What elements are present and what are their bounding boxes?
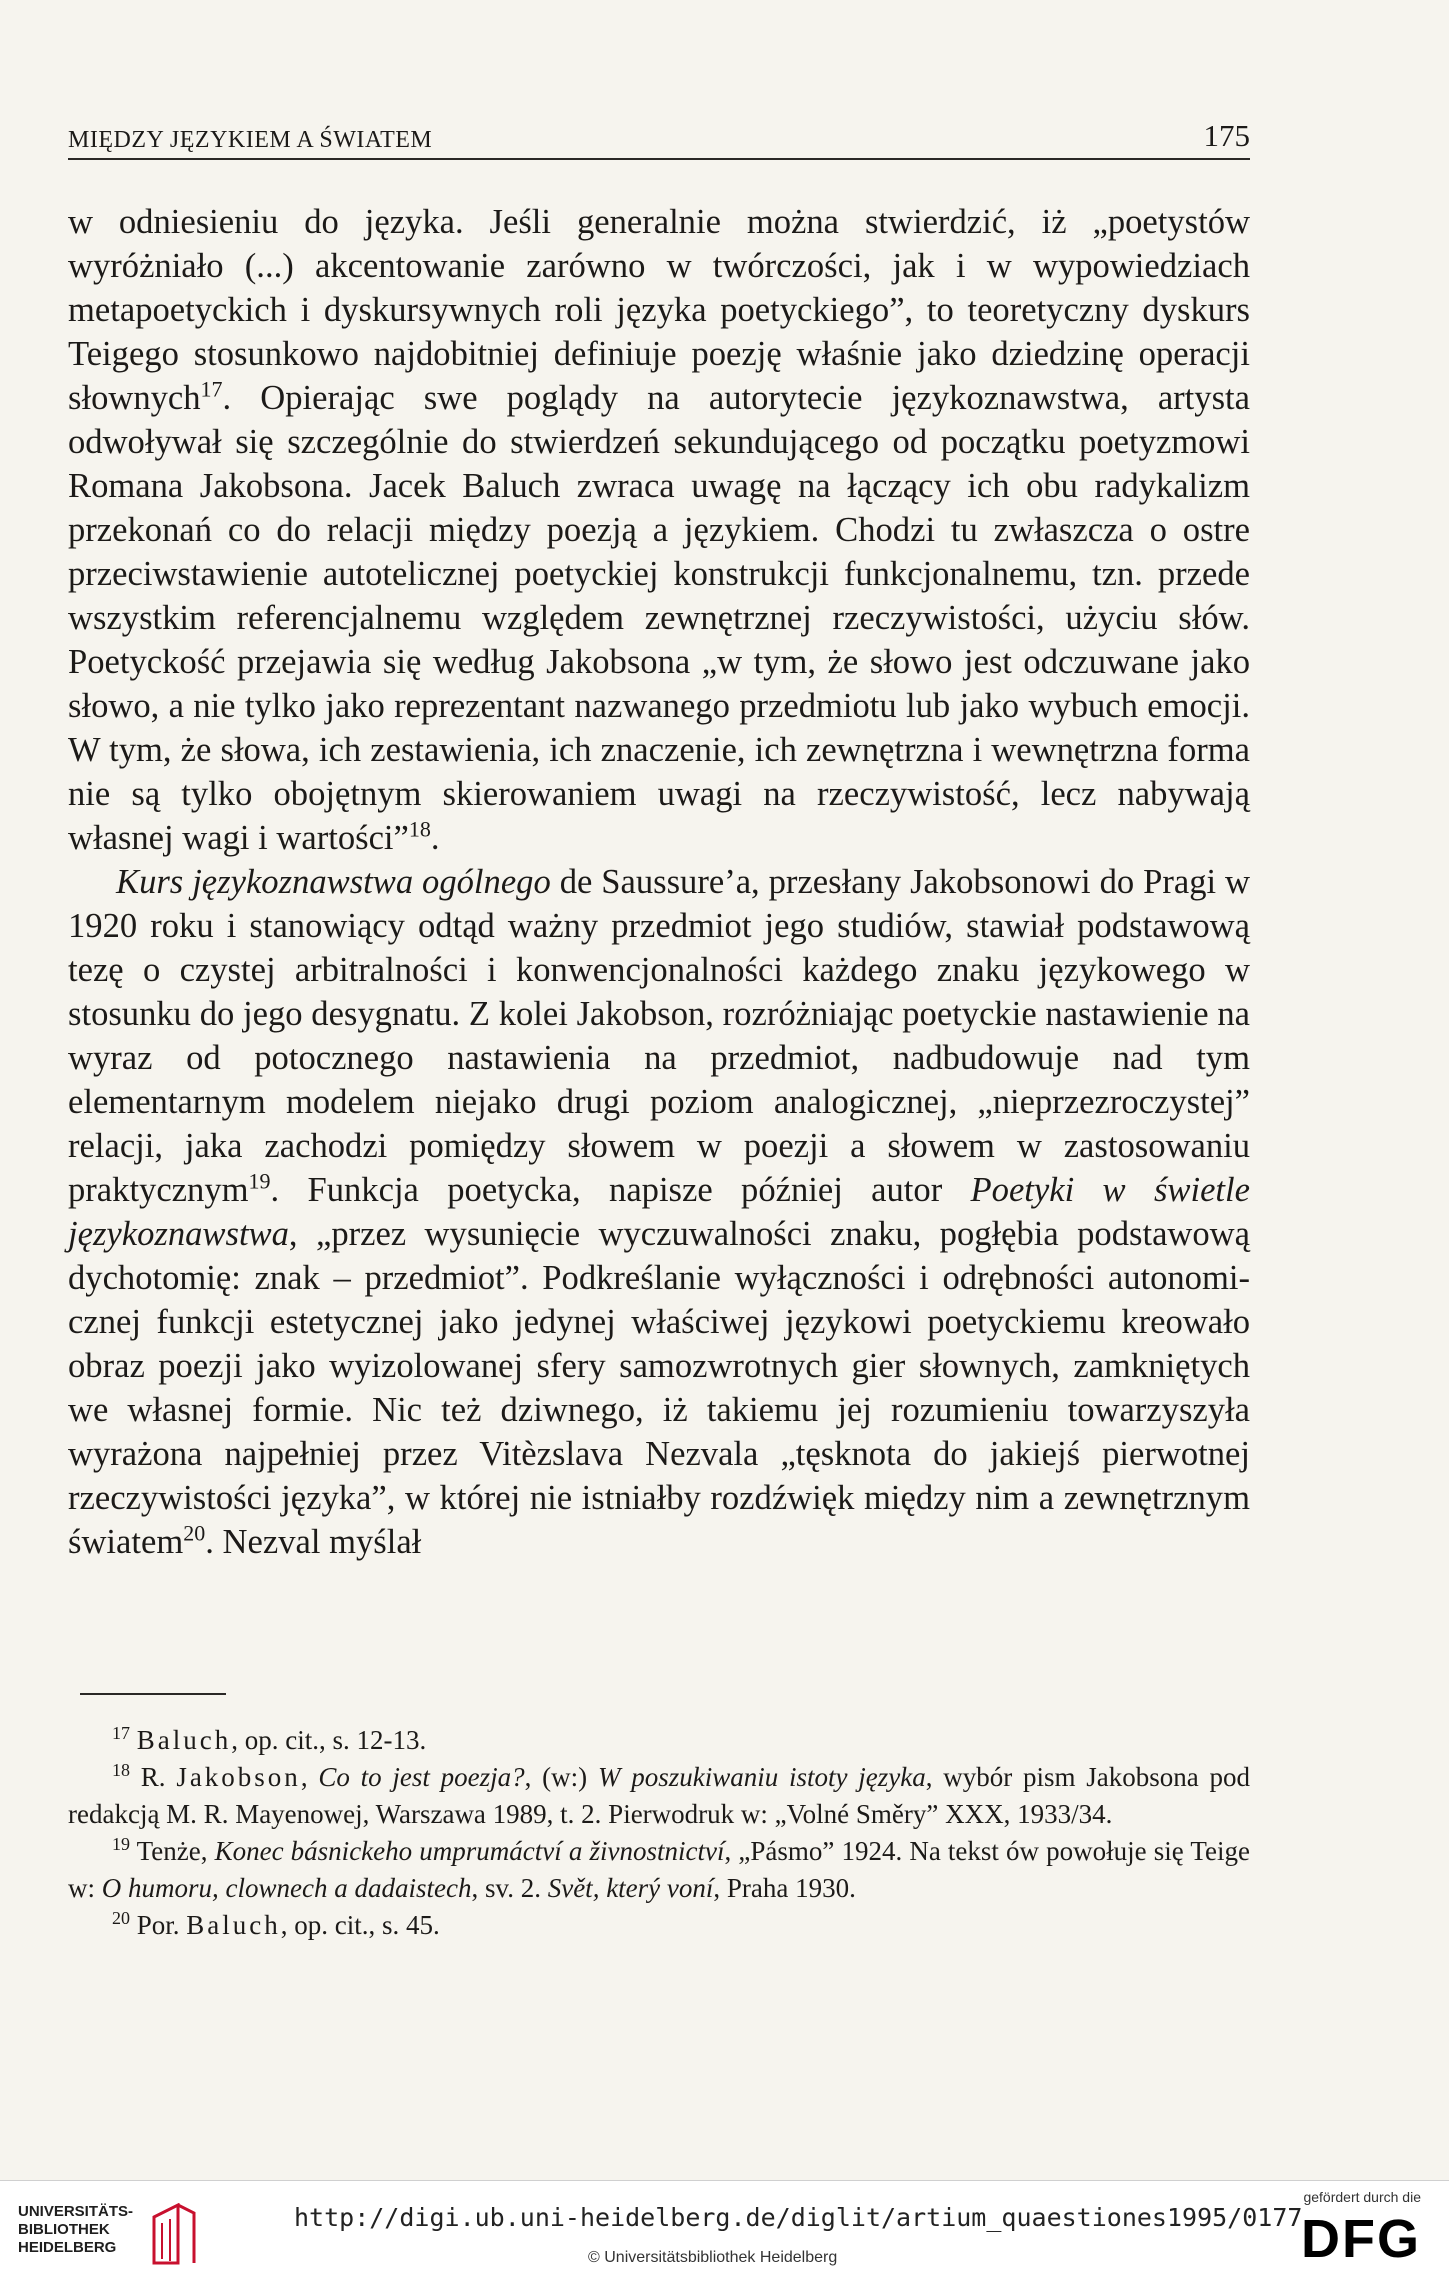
permalink-url[interactable]: http://digi.ub.uni-heidelberg.de/diglit/artium_quaestiones1995/0177 [294,2203,1303,2232]
digitization-footer [0,2180,1449,2284]
footnote-ref-20: 20 [183,1520,206,1546]
paragraph-1: w odniesieniu do języka. Jeśli generalnie można stwierdzić, iż „poetystów wyróżniało (...) akcentowanie zarówno w twórczości, jak i w wypowiedziach metapoetyckich i dyskursywnych roli języka poetyckiego”, to teoretyczny dyskurs Teigego stosunkowo najdobitniej definiuje poezję właśnie jako dziedzinę operacji słownych$^{17}$. Opierając swe poglądy na autorytecie językoznawstwa, artysta odwoływał się szczególnie do stwierdzeń sekundującego od początku poetyzmowi Romana Jakobsona. Jacek Baluch zwraca uwagę na łączący ich obu radykalizm przekonań co do relacji między poezją a językiem. Chodzi tu zwłaszcza o ostre przeciwstawienie autotelicznej poetyckiej konstrukcji funkcjonalnemu, tzn. przede wszystkim referencjalnemu względem zewnętrznej rzeczywistości, użyciu słów. Poetyckość przejawia się według Jakobsona „w tym, że słowo jest odczuwane jako słowo, a nie tylko jako reprezentant nazwanego przedmiotu lub jako wybuch emocji. W tym, że słowa, ich zestawienia, ich znaczenie, ich zewnętrzna i wewnętrzna forma nie są tylko obojętnym skierowaniem uwagi na rzeczywistość, lecz nabywają własnej wagi i wartości”$^{18}$. [68,203,1250,857]
paragraph-2: Kurs językoznawstwa ogólnego de Saussure’a, przesłany Jakobsonowi do Pragi w 1920 roku i stanowiący odtąd ważny przedmiot jego studiów, stawiał podstawową tezę o czystej arbitralności i konwencjonalności każdego znaku językowego w stosunku do jego desygnatu. Z kolei Jakobson, rozróżniając poetyckie nastawienie na wyraz od potocznego nastawienia na przedmiot, nadbudowuje nad tym elementarnym modelem niejako drugi poziom analogicznej, „nieprzezroczystej” relacji, jaka zachodzi pomiędzy słowem w poezji a słowem w zastosowaniu praktycznym$^{19}$. Funkcja poetycka, napisze później autor Poetyki w świetle językoznawstwa, „przez wysunięcie wyczuwalności znaku, pogłębia podstawową dychotomię: znak – przedmiot”. Podkreślanie wyłączności i odrębności autonomicznej funkcji estetycznej jako jedynej właściwej językowi poetyckiemu kreowało obraz poezji jako wyizolowanej sfery samozwrotnych gier słownych, zamkniętych we własnej formie. Nic też dziwnego, iż takiemu jej rozumieniu towarzyszyła wyrażona najpełniej przez Vitèzslava Nezvala „tęsknota do jakiejś pierwotnej rzeczywistości języka”, w której nie istniałby rozdźwięk między nim a zewnętrznym światem$^{20}$. Nezval myślał [68,863,1251,1561]
footnote-ref-19: 19 [248,1168,271,1194]
footnote-18: $^{18}$ R. Jakobson, Co to jest poezja?, (w:) W poszukiwaniu istoty języka, wybór pism Jakobsona pod redakcją M. R. Mayenowej, Warszawa 1989, t. 2. Pierwodruk w: „Volné Směry” XXX, 1933/34. [68,1760,1251,1829]
university-library-logo[interactable] [18,2203,208,2265]
footnote-ref-18: 18 [408,816,431,842]
footnote-divider [80,1693,226,1695]
library-emblem-icon [148,2203,198,2265]
running-header [68,114,1250,160]
funding-label: gefördert durch die [1303,2189,1421,2205]
page-number: 175 [1203,118,1250,153]
footnote-17: $^{17}$ Baluch, op. cit., s. 12-13. [112,1723,427,1755]
footnote-20: $^{20}$ Por. Baluch, op. cit., s. 45. [112,1908,440,1940]
running-title: MIĘDZY JĘZYKIEM A ŚWIATEM [68,127,433,153]
footnote-19: $^{19}$ Tenże, Konec básnickeho umprumáctví a živnostnictví, „Pásmo” 1924. Na tekst ów powołuje się Teige w: O humoru, clownech a dadaistech, sv. 2. Svět, který voní, Praha 1930. [68,1834,1250,1903]
dfg-logo[interactable]: DFG [1301,2209,1421,2269]
footnotes [68,1722,1250,1944]
footnote-ref-17: 17 [200,376,223,402]
library-name: UNIVERSITÄTS- BIBLIOTHEK HEIDELBERG [18,2203,134,2256]
body-text [68,200,1250,1564]
copyright-notice: © Universitätsbibliothek Heidelberg [588,2249,838,2266]
